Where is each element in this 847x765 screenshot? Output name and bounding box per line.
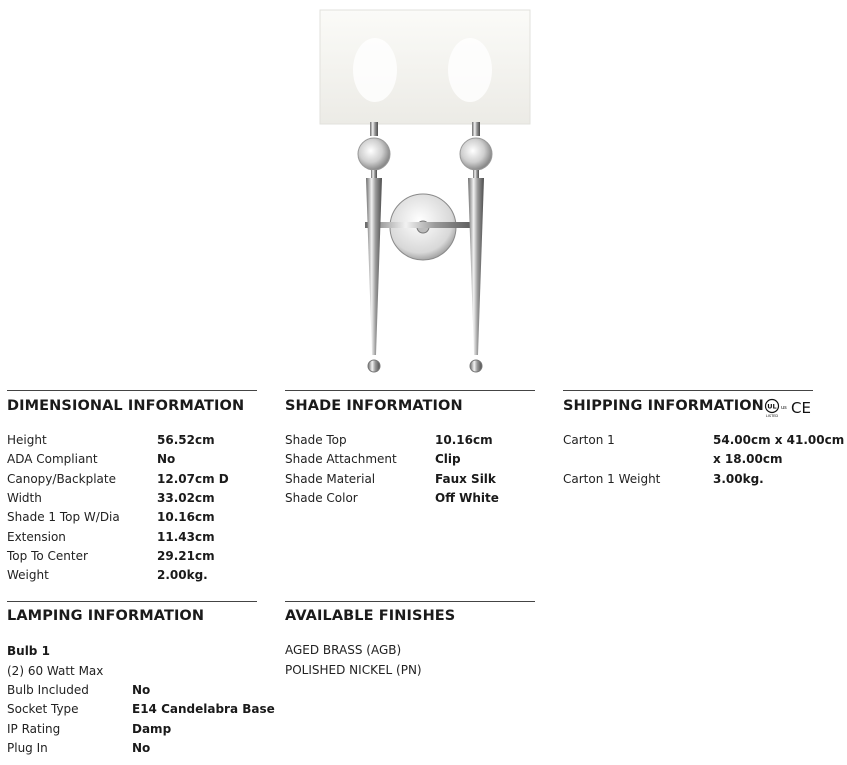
product-image: [300, 0, 550, 380]
divider: [285, 601, 535, 602]
row-value: Faux Silk: [435, 472, 496, 486]
row-value: No: [132, 741, 151, 755]
row-label: Plug In: [7, 741, 48, 755]
dimensional-title: DIMENSIONAL INFORMATION: [7, 398, 245, 414]
lamping-title: LAMPING INFORMATION: [7, 608, 205, 624]
row-value: 54.00cm x 41.00cm: [713, 433, 845, 447]
divider: [7, 601, 257, 602]
row-value: Off White: [435, 491, 499, 505]
row-label: Shade Top: [285, 433, 347, 447]
ul-listed-icon: [766, 400, 788, 419]
row-value: 10.16cm: [435, 433, 493, 447]
row-label: Weight: [7, 568, 49, 582]
row-value: 12.07cm D: [157, 472, 229, 486]
certification-icons: [763, 398, 819, 418]
row-label: ADA Compliant: [7, 452, 98, 466]
row-label: Top To Center: [7, 549, 88, 563]
row-value: 33.02cm: [157, 491, 215, 505]
row-value: Clip: [435, 452, 461, 466]
divider: [285, 390, 535, 391]
svg-text:LISTED: LISTED: [765, 414, 779, 418]
row-value: 11.43cm: [157, 530, 215, 544]
row-value: 29.21cm: [157, 549, 215, 563]
shade-title: SHADE INFORMATION: [285, 398, 463, 414]
row-label: Height: [7, 433, 47, 447]
finish-item: AGED BRASS (AGB): [285, 643, 402, 657]
divider: [7, 390, 257, 391]
row-value-continued: x 18.00cm: [713, 452, 783, 466]
svg-text:UL: UL: [767, 402, 777, 411]
row-label: Canopy/Backplate: [7, 472, 116, 486]
row-label: Extension: [7, 530, 66, 544]
row-value: 56.52cm: [157, 433, 215, 447]
row-label: Carton 1: [563, 433, 615, 447]
svg-text:us: us: [781, 405, 787, 411]
row-label: Carton 1 Weight: [563, 472, 661, 486]
bulb-title: Bulb 1: [7, 644, 50, 658]
finish-item: POLISHED NICKEL (PN): [285, 663, 422, 677]
row-label: IP Rating: [7, 722, 61, 736]
row-label: Shade Color: [285, 491, 358, 505]
row-label: Bulb Included: [7, 683, 89, 697]
bulb-description: (2) 60 Watt Max: [7, 664, 104, 678]
divider: [563, 390, 813, 391]
row-value: No: [157, 452, 176, 466]
row-value: 10.16cm: [157, 510, 215, 524]
svg-text:CE: CE: [791, 399, 811, 417]
row-label: Shade Attachment: [285, 452, 397, 466]
shipping-title: SHIPPING INFORMATION: [563, 398, 764, 414]
row-label: Socket Type: [7, 702, 79, 716]
row-label: Shade 1 Top W/Dia: [7, 510, 120, 524]
ce-mark-icon: [791, 399, 811, 417]
row-label: Shade Material: [285, 472, 376, 486]
row-label: Width: [7, 491, 42, 505]
row-value: E14 Candelabra Base: [132, 702, 275, 716]
row-value: 2.00kg.: [157, 568, 208, 582]
row-value: No: [132, 683, 151, 697]
row-value: 3.00kg.: [713, 472, 764, 486]
row-value: Damp: [132, 722, 172, 736]
finishes-title: AVAILABLE FINISHES: [285, 608, 456, 624]
